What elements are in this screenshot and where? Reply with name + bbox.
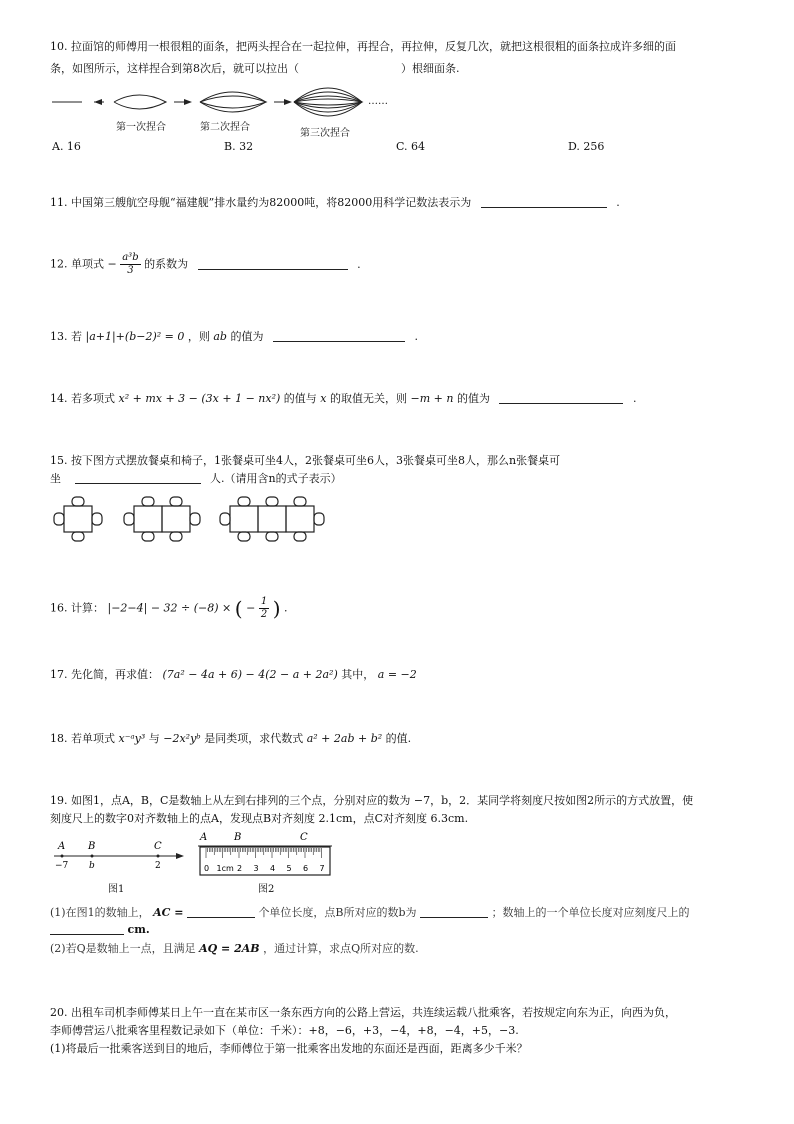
ruler-tick-label: 0 — [204, 864, 210, 873]
q14-x: x — [320, 392, 327, 405]
q16-line — [50, 596, 288, 621]
q18-pre: 18. 若单项式 — [50, 732, 115, 745]
q11-text: 11. 中国第三艘航空母舰“福建舰”排水量约为82000吨，将82000用科学记数法表示为 — [50, 196, 472, 209]
q13-post: ，则 — [187, 330, 210, 343]
q12-post: 的系数为 — [144, 257, 189, 271]
q12-answer-blank[interactable] — [198, 257, 348, 270]
q18-term1: x⁻ᵃy³ — [118, 732, 146, 745]
q19-sub1c: ；数轴上的一个单位长度对应刻度尺上的 — [491, 906, 690, 919]
q12-minus: − — [107, 257, 117, 271]
fig1-point-a: A — [58, 841, 66, 852]
q20-line1: 20. 出租车司机李师傅某日上午一直在某市区一条东西方向的公路上营运，共连续运载八批乘客，若按规定向东为正，向西为负， — [50, 1006, 676, 1019]
q19-sub1 — [50, 904, 690, 920]
q14-answer-blank[interactable] — [499, 391, 623, 404]
q15-line2a: 坐 — [50, 472, 61, 485]
q13-post2: 的值为 — [230, 330, 264, 343]
q19-blank-b[interactable] — [420, 905, 488, 918]
q15-line2 — [50, 470, 342, 486]
q10-option-d[interactable]: D. 256 — [568, 140, 605, 153]
fig1-point-b: B — [88, 841, 96, 852]
q20-line2: 李师傅营运八批乘客里程数记录如下（单位：千米）：+8，−6，+3，−4，+8，−4，+5，−3. — [50, 1024, 519, 1037]
q10-text3: ）根细面条. — [401, 62, 460, 75]
q11-line — [50, 194, 620, 210]
q14-line — [50, 390, 636, 406]
q10-text2: 条，如图所示，这样捏合到第8次后，就可以拉出（ — [50, 62, 299, 75]
q10-label-1: 第一次捏合 — [116, 122, 166, 133]
q14-expr2: −m + n — [410, 392, 454, 405]
q19-sub1d: cm. — [127, 923, 150, 936]
q12-numerator: a³b — [122, 252, 139, 263]
q19-sub2a: (2)若Q是数轴上一点，且满足 — [50, 942, 196, 955]
q13-ab: ab — [213, 330, 227, 343]
q15-answer-blank[interactable] — [75, 471, 201, 484]
q10-line2 — [50, 60, 460, 76]
q14-mid2: 的取值无关，则 — [330, 392, 407, 405]
fig2-point-c: C — [300, 832, 308, 843]
q12-pre: 12. 单项式 — [50, 257, 104, 271]
q10-option-c[interactable]: C. 64 — [396, 140, 426, 153]
q12-line — [50, 252, 361, 277]
q15-line1: 15. 按下图方式摆放餐桌和椅子，1张餐桌可坐4人，2张餐桌可坐6人，3张餐桌可坐8人，那么n张餐桌可 — [50, 454, 561, 467]
q16-numerator: 1 — [260, 596, 268, 607]
ruler-tick-label: 2 — [237, 864, 243, 873]
q19-blank-unit[interactable] — [50, 922, 124, 935]
ruler-figure — [196, 830, 336, 880]
q18-post: 的值. — [385, 732, 412, 745]
ruler-ticks — [206, 848, 322, 858]
q19-line1: 19. 如图1，点A，B，C是数轴上从左到右排列的三个点，分别对应的数为 −7，b，2．某同学将刻度尺按如图2所示的方式放置，使 — [50, 794, 694, 807]
fig2-point-a: A — [200, 832, 208, 843]
q10-line1: 10. 拉面馆的师傅用一根很粗的面条，把两头捏合在一起拉伸，再捏合，再拉伸，反复几次，就把这根很粗的面条拉成许多细的面 — [50, 40, 676, 53]
ruler-tick-label: 3 — [253, 864, 259, 873]
q18-term2: −2x²yᵇ — [163, 732, 201, 745]
q17-mid: 其中， — [341, 668, 375, 681]
q19-blank-ac[interactable] — [187, 905, 255, 918]
q11-end: . — [616, 196, 620, 209]
q13-end: . — [414, 330, 418, 343]
ruler-tick-label: 5 — [286, 864, 292, 873]
ruler-tick-label: 6 — [303, 864, 309, 873]
q18-expr: a² + 2ab + b² — [306, 732, 383, 745]
q12-end: . — [357, 257, 361, 271]
q17-cond: a = −2 — [377, 668, 417, 681]
q13-pre: 13. 若 — [50, 330, 82, 343]
q16-minus: − — [246, 601, 256, 615]
q14-pre: 14. 若多项式 — [50, 392, 115, 405]
q14-end: . — [632, 392, 637, 405]
q13-answer-blank[interactable] — [273, 329, 405, 342]
q17-expr: (7a² − 4a + 6) − 4(2 − a + 2a²) — [162, 668, 338, 681]
q12-denominator: 3 — [127, 265, 134, 276]
q18-line — [50, 730, 411, 746]
q16-fraction — [259, 596, 269, 621]
q17-line — [50, 666, 417, 682]
q16-paren-right: ) — [272, 596, 281, 621]
q14-mid: 的值与 — [283, 392, 317, 405]
q18-mid2: 是同类项，求代数式 — [204, 732, 304, 745]
fig2-point-b: B — [234, 832, 242, 843]
q13-expr: |a+1|+(b−2)² = 0 — [85, 330, 185, 343]
q16-paren-left: ( — [234, 596, 243, 621]
q10-option-b[interactable]: B. 32 — [224, 140, 254, 153]
ruler-tick-labels — [204, 864, 325, 873]
q14-expr: x² + mx + 3 − (3x + 1 − nx²) — [118, 392, 281, 405]
q10-option-a[interactable]: A. 16 — [52, 140, 81, 153]
ruler-tick-label: 4 — [270, 864, 276, 873]
q13-line — [50, 328, 418, 344]
fig1-caption: 图1 — [108, 884, 125, 895]
q15-line2b: 人.（请用含n的式子表示） — [210, 472, 342, 485]
q17-pre: 17. 先化简，再求值： — [50, 668, 159, 681]
q16-expr: |−2−4| − 32 ÷ (−8) × — [107, 601, 235, 615]
q16-pre: 16. 计算： — [50, 601, 104, 615]
ruler-tick-label: 1cm — [216, 864, 234, 873]
q20-line3: (1)将最后一批乘客送到目的地后，李师傅位于第一批乘客出发地的东面还是西面，距离多少千米？ — [50, 1042, 528, 1055]
fig1-value-b: b — [89, 861, 95, 871]
q19-sub1-cont — [50, 922, 150, 936]
ruler-tick-label: 7 — [319, 864, 325, 873]
q16-end: . — [284, 601, 288, 615]
fig1-point-c: C — [154, 841, 162, 852]
q12-fraction — [120, 252, 140, 277]
q14-post: 的值为 — [456, 392, 490, 405]
fig2-caption: 图2 — [258, 884, 275, 895]
tables-chairs-figure — [50, 494, 340, 544]
q19-sub1a: (1)在图1的数轴上， — [50, 906, 150, 919]
q19-sub2 — [50, 940, 419, 956]
q19-sub2-expr: AQ = 2AB — [199, 942, 260, 955]
q19-sub1b: 个单位长度，点B所对应的数b为 — [258, 906, 417, 919]
q10-dots: …… — [368, 96, 388, 107]
q19-line2: 刻度尺上的数字0对齐数轴上的点A，发现点B对齐刻度 2.1cm，点C对齐刻度 6.3cm. — [50, 812, 469, 825]
number-line-figure — [50, 836, 190, 876]
q16-denominator: 2 — [260, 609, 268, 620]
fig1-value-a: −7 — [55, 861, 69, 871]
q10-label-2: 第二次捏合 — [200, 122, 250, 133]
fig1-value-c: 2 — [155, 861, 161, 871]
q19-sub2b: ，通过计算，求点Q所对应的数. — [263, 942, 419, 955]
q11-answer-blank[interactable] — [481, 195, 607, 208]
q18-mid: 与 — [148, 732, 160, 745]
q19-sub1-ac: AC = — [153, 906, 184, 919]
q10-label-3: 第三次捏合 — [300, 128, 350, 139]
